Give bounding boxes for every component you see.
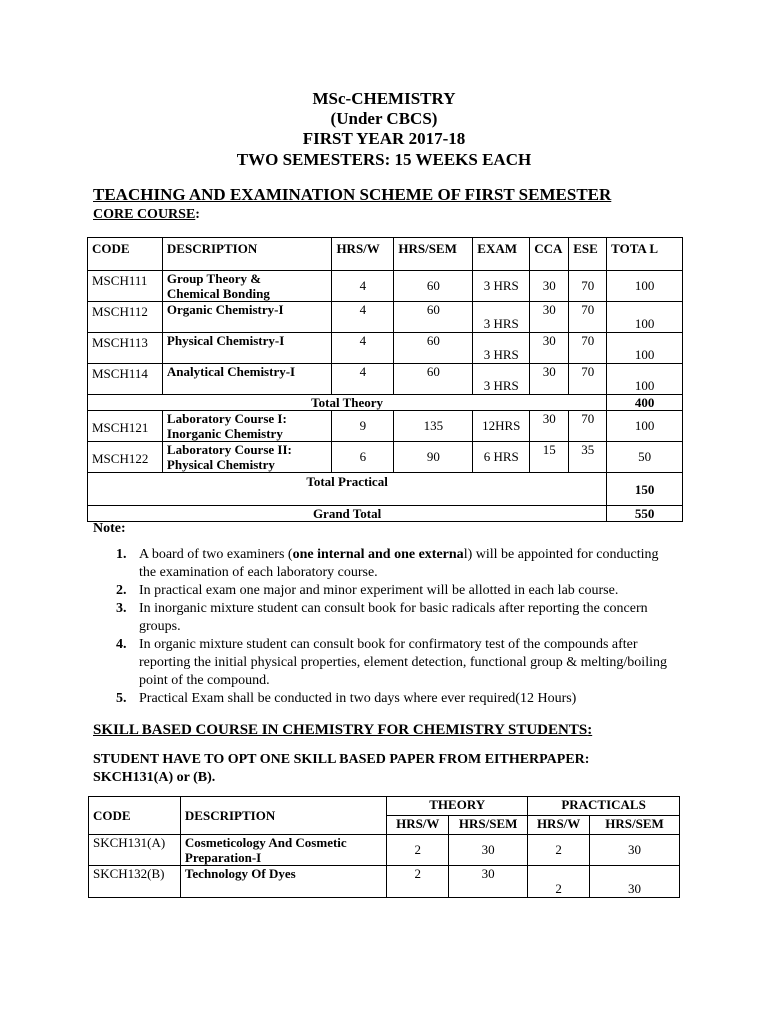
note-text: In organic mixture student can consult book for confirmatory test of the compounds after reporting the initial physical properties, element detection, functional group & melting/boiling point of the compound.	[139, 637, 667, 688]
exam: 3 HRS	[473, 271, 530, 302]
total-theory-value: 400	[607, 395, 683, 411]
desc-line: Inorganic Chemistry	[166, 426, 283, 441]
exam: 6 HRS	[473, 442, 530, 473]
note-item	[116, 636, 679, 690]
grand-total-row	[88, 506, 683, 522]
col-header: EXAM	[473, 238, 530, 271]
table-header-row	[88, 238, 683, 271]
theory-hrs-w: 2	[387, 866, 449, 898]
course-description: Technology Of Dyes	[180, 866, 386, 898]
lab-row	[88, 411, 683, 442]
col-header: CCA	[530, 238, 569, 271]
course-code: MSCH122	[88, 442, 163, 473]
note-item	[116, 546, 679, 582]
course-description	[180, 835, 386, 866]
desc-line: Laboratory Course I:	[166, 411, 287, 426]
section-title: TEACHING AND EXAMINATION SCHEME OF FIRST SEMESTER	[93, 185, 612, 204]
note-number: 1.	[116, 547, 127, 562]
table-row	[88, 271, 683, 302]
theory-hrs-sem: 30	[449, 835, 528, 866]
practical-hrs-sem: 30	[590, 866, 680, 898]
col-subheader: HRS/SEM	[449, 816, 528, 835]
exam: 3 HRS	[473, 364, 530, 395]
cca: 30	[530, 364, 569, 395]
hrs-sem: 60	[394, 302, 473, 333]
year-title: FIRST YEAR 2017-18	[302, 129, 466, 148]
table-row	[88, 302, 683, 333]
ese: 35	[569, 442, 607, 473]
cca: 30	[530, 333, 569, 364]
note-item	[116, 600, 679, 636]
cca: 15	[530, 442, 569, 473]
desc-line: Cosmeticology And Cosmetic	[184, 835, 347, 850]
course-code: MSCH112	[88, 302, 163, 333]
theory-hrs-w: 2	[387, 835, 449, 866]
grand-total-label: Grand Total	[88, 506, 607, 522]
col-header: CODE	[88, 238, 163, 271]
col-header: HRS/W	[332, 238, 394, 271]
core-course-text: CORE COURSE	[93, 207, 196, 222]
note-number: 3.	[116, 601, 127, 616]
exam: 12HRS	[473, 411, 530, 442]
ese: 70	[569, 411, 607, 442]
student-line: STUDENT HAVE TO OPT ONE SKILL BASED PAPER FROM EITHERPAPER:	[93, 752, 590, 767]
course-code: SKCH132(B)	[89, 866, 181, 898]
hrs-sem: 60	[394, 271, 473, 302]
skill-title-text: SKILL BASED COURSE IN CHEMISTRY FOR CHEMISTRY STUDENTS	[93, 722, 588, 738]
hrs-sem: 90	[394, 442, 473, 473]
ese: 70	[569, 364, 607, 395]
col-group-header: PRACTICALS	[528, 797, 680, 816]
hrs-w: 4	[332, 271, 394, 302]
col-header: DESCRIPTION	[180, 797, 386, 835]
program-title: MSc-CHEMISTRY	[312, 89, 456, 108]
course-description	[162, 442, 332, 473]
course-code: SKCH131(A)	[89, 835, 181, 866]
note-item	[116, 582, 679, 600]
skill-title-colon: :	[587, 722, 593, 738]
total: 100	[607, 302, 683, 333]
total-practical-label: Total Practical	[88, 473, 607, 506]
desc-line: Preparation-I	[184, 850, 262, 865]
hrs-sem: 60	[394, 364, 473, 395]
scheme-subtitle: (Under CBCS)	[330, 109, 438, 128]
total-practical-row	[88, 473, 683, 506]
semesters-title: TWO SEMESTERS: 15 WEEKS EACH	[236, 150, 532, 169]
grand-total-value: 550	[607, 506, 683, 522]
lab-row	[88, 442, 683, 473]
total: 50	[607, 442, 683, 473]
note-item	[116, 690, 679, 708]
note-label: Note:	[93, 521, 126, 536]
course-description: Physical Chemistry-I	[162, 333, 332, 364]
cca: 30	[530, 271, 569, 302]
col-header: HRS/SEM	[394, 238, 473, 271]
table-row	[88, 333, 683, 364]
cca: 30	[530, 411, 569, 442]
desc-line: Physical Chemistry	[166, 457, 275, 472]
note-text: In practical exam one major and minor experiment will be allotted in each lab course.	[139, 583, 619, 598]
practical-hrs-w: 2	[528, 866, 590, 898]
hrs-sem: 60	[394, 333, 473, 364]
col-subheader: HRS/W	[528, 816, 590, 835]
practical-hrs-w: 2	[528, 835, 590, 866]
table-row	[89, 835, 680, 866]
core-course-table	[87, 237, 683, 522]
skill-section-title	[93, 722, 592, 739]
core-course-colon: :	[195, 207, 200, 222]
note-text: A board of two examiners (	[139, 547, 293, 562]
hrs-w: 4	[332, 364, 394, 395]
col-header: ESE	[569, 238, 607, 271]
course-description	[162, 271, 332, 302]
note-number: 5.	[116, 691, 127, 706]
desc-line: Group Theory &	[166, 271, 262, 286]
skill-course-table	[88, 796, 680, 898]
course-code: MSCH111	[88, 271, 163, 302]
ese: 70	[569, 271, 607, 302]
note-bold-text: one internal and one externa	[292, 547, 464, 562]
cca: 30	[530, 302, 569, 333]
hrs-w: 4	[332, 302, 394, 333]
course-code: MSCH121	[88, 411, 163, 442]
col-header: DESCRIPTION	[162, 238, 332, 271]
theory-hrs-sem: 30	[449, 866, 528, 898]
total: 100	[607, 333, 683, 364]
hrs-w: 6	[332, 442, 394, 473]
col-group-header: THEORY	[387, 797, 528, 816]
col-header: TOTA L	[607, 238, 683, 271]
total-theory-row	[88, 395, 683, 411]
student-line: SKCH131(A) or (B).	[93, 770, 216, 785]
course-code: MSCH113	[88, 333, 163, 364]
hrs-sem: 135	[394, 411, 473, 442]
table-row	[88, 364, 683, 395]
desc-line: Chemical Bonding	[166, 286, 270, 301]
exam: 3 HRS	[473, 333, 530, 364]
total: 100	[607, 411, 683, 442]
course-description: Analytical Chemistry-I	[162, 364, 332, 395]
total-practical-value: 150	[607, 473, 683, 506]
core-course-label	[93, 207, 200, 223]
course-code: MSCH114	[88, 364, 163, 395]
note-text-tail: l) will be appointed for conducting the examination of each laboratory course.	[139, 547, 659, 580]
note-text: Practical Exam shall be conducted in two days where ever required(12 Hours)	[139, 691, 577, 706]
col-header: CODE	[89, 797, 181, 835]
hrs-w: 9	[332, 411, 394, 442]
table-header-row	[89, 797, 680, 816]
total: 100	[607, 271, 683, 302]
total: 100	[607, 364, 683, 395]
course-description	[162, 411, 332, 442]
col-subheader: HRS/W	[387, 816, 449, 835]
ese: 70	[569, 333, 607, 364]
table-row	[89, 866, 680, 898]
note-number: 2.	[116, 583, 127, 598]
ese: 70	[569, 302, 607, 333]
note-text: In inorganic mixture student can consult book for basic radicals after reporting the concern groups.	[139, 601, 648, 634]
student-instruction	[93, 751, 693, 787]
notes-list	[116, 546, 679, 708]
col-subheader: HRS/SEM	[590, 816, 680, 835]
note-number: 4.	[116, 637, 127, 652]
hrs-w: 4	[332, 333, 394, 364]
exam: 3 HRS	[473, 302, 530, 333]
desc-line: Laboratory Course II:	[166, 442, 292, 457]
practical-hrs-sem: 30	[590, 835, 680, 866]
total-theory-label: Total Theory	[88, 395, 607, 411]
course-description: Organic Chemistry-I	[162, 302, 332, 333]
